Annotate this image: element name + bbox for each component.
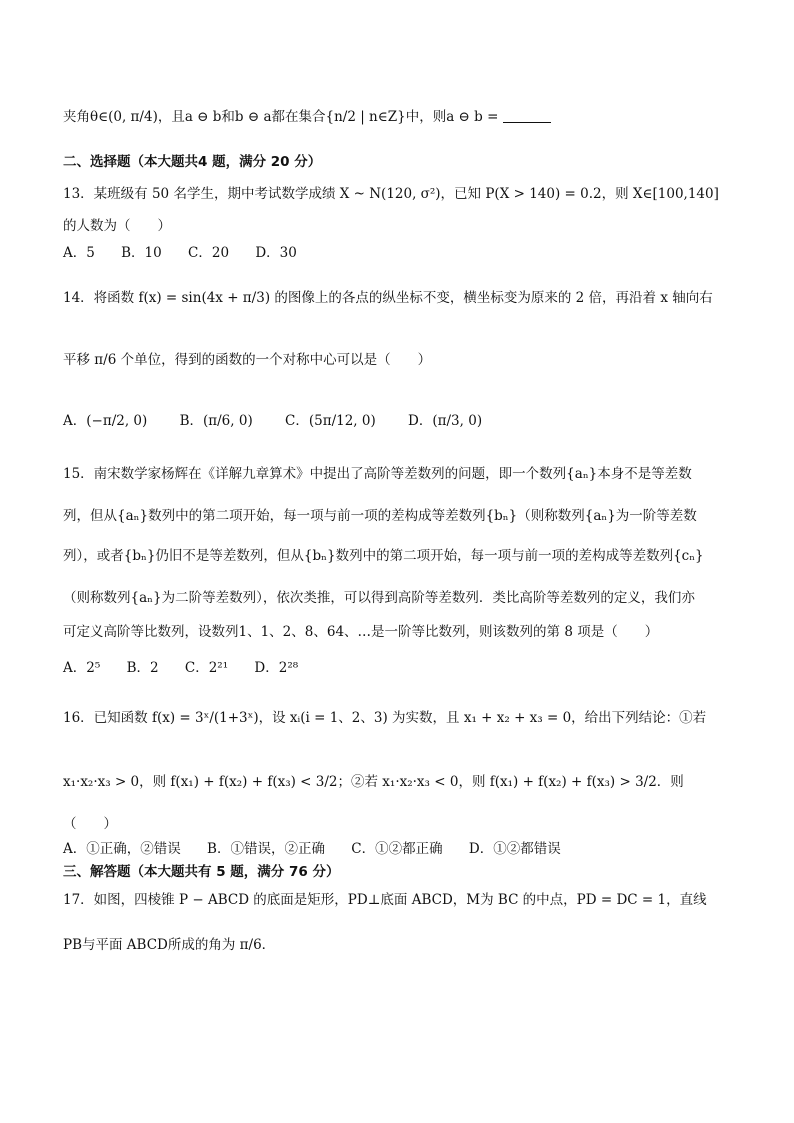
q16-stem-line-3: （ ） [63,816,117,832]
q16-option-b: B．①错误，②正确 [207,841,325,857]
q12-tail-text: 夹角θ∈(0, π/4)，且a ⊖ b和b ⊖ a都在集合{n/2 | n∈Z}中，则a ⊖ b = [63,109,499,125]
q15-options [63,658,754,678]
q15-stem-line-4: （则称数列{aₙ}为二阶等差数列），依次类推，可以得到高阶等差数列．类比高阶等差数列的定义，我们亦 [63,590,695,606]
q16-option-a: A．①正确，②错误 [63,841,181,857]
q15-option-a: A．2⁵ [63,660,101,676]
q14-stem-line-1: 14．将函数 f(x) = sin(4x + π/3) 的图像上的各点的纵坐标不变，横坐标变为原来的 2 倍，再沿着 x 轴向右 [63,290,713,306]
q12-tail-line [63,107,754,127]
q14-option-d: D．(π/3, 0) [408,413,483,429]
q15-stem-line-2: 列，但从{aₙ}数列中的第二项开始，每一项与前一项的差构成等差数列{bₙ}（则称数列{aₙ}为一阶等差数 [63,508,697,524]
q13-options [63,243,754,263]
q15-option-c: C．2²¹ [184,660,229,676]
q13-option-d: D．30 [255,245,297,261]
q13-stem-line-2: 的人数为（ ） [63,218,171,234]
q15-stem-line-5: 可定义高阶等比数列，设数列1、1、2、8、64、…是一阶等比数列，则该数列的第 8 项是（ ） [63,624,659,640]
q15-option-d: D．2²⁸ [254,660,299,676]
q16-stem-line-2: x₁·x₂·x₃ > 0，则 f(x₁) + f(x₂) + f(x₃) < 3/2；②若 x₁·x₂·x₃ < 0，则 f(x₁) + f(x₂) + f(x₃) > 3/2．则 [63,774,684,790]
q14-option-b: B．(π/6, 0) [179,413,253,429]
q15-stem-line-1: 15．南宋数学家杨辉在《详解九章算术》中提出了高阶等差数列的问题，即一个数列{aₙ}本身不是等差数 [63,466,692,482]
q14-stem-line-2: 平移 π/6 个单位，得到的函数的一个对称中心可以是（ ） [63,352,432,368]
q14-option-c: C．(5π/12, 0) [285,413,376,429]
section-3-heading: 三、解答题（本大题共有 5 题，满分 76 分） [63,864,340,880]
q17-stem-line-2: PB与平面 ABCD所成的角为 π/6． [63,937,276,953]
q17-stem-line-1: 17．如图，四棱锥 P − ABCD 的底面是矩形，PD⊥底面 ABCD，M为 BC 的中点，PD = DC = 1，直线 [63,892,707,908]
q13-option-a: A．5 [63,245,95,261]
q13-option-c: C．20 [188,245,230,261]
q13-option-b: B．10 [121,245,162,261]
q13-stem-line-1: 13．某班级有 50 名学生，期中考试数学成绩 X ~ N(120, σ²)，已知 P(X > 140) = 0.2，则 X∈[100,140] [63,186,719,202]
q16-options [63,839,754,859]
section-2-heading: 二、选择题（本大题共4 题，满分 20 分） [63,154,322,170]
q16-option-d: D．①②都错误 [468,841,561,857]
q16-stem-line-1: 16．已知函数 f(x) = 3ˣ/(1+3ˣ)，设 xᵢ(i = 1、2、3) 为实数，且 x₁ + x₂ + x₃ = 0，给出下列结论：①若 [63,710,707,726]
q16-option-c: C．①②都正确 [351,841,443,857]
q15-stem-line-3: 列），或者{bₙ}仍旧不是等差数列，但从{bₙ}数列中的第二项开始，每一项与前一项的差构成等差数列{cₙ} [63,548,704,564]
q14-option-a: A．(−π/2, 0) [63,413,148,429]
q15-option-b: B．2 [126,660,159,676]
answer-blank [503,108,551,123]
q14-options [63,411,754,431]
